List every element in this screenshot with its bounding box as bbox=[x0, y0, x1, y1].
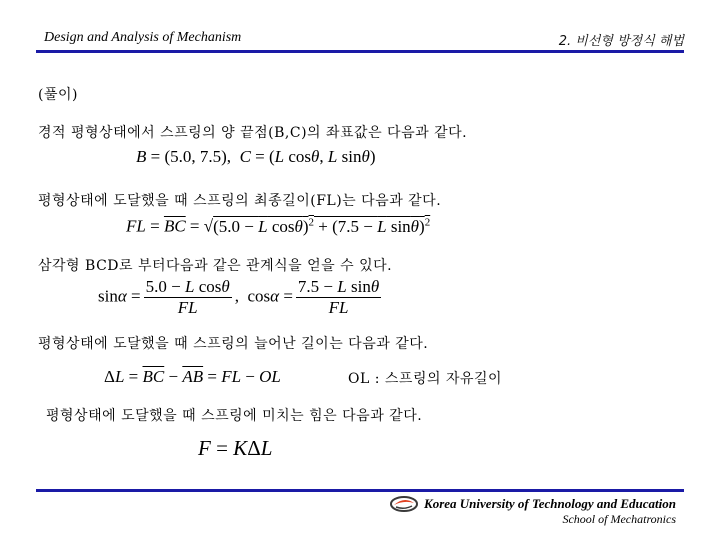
equation-coordinates: B = (5.0, 7.5), C = (L cosθ, L sinθ) bbox=[136, 147, 376, 166]
footer-divider bbox=[36, 489, 684, 492]
course-title: Design and Analysis of Mechanism bbox=[44, 30, 242, 45]
solution-label: (풀이) bbox=[38, 87, 78, 103]
university-name: Korea University of Technology and Education bbox=[424, 496, 676, 511]
free-length-note: OL : 스프링의 자유길이 bbox=[348, 371, 503, 387]
paragraph-triangle: 삼각형 BCD로 부터다음과 같은 관계식을 얻을 수 있다. bbox=[38, 258, 393, 274]
paragraph-final-length: 평형상태에 도달했을 때 스프링의 최종길이(FL)는 다음과 같다. bbox=[38, 193, 442, 209]
paragraph-force: 평형상태에 도달했을 때 스프링에 미치는 힘은 다음과 같다. bbox=[46, 408, 423, 424]
equation-final-length: FL = $\overline{BC} = √(5.0 - L$ cosθ)$^2$ + (7.5 − L sinθ)$^2$ bbox=[126, 216, 431, 236]
equation-force: F = KΔL bbox=[198, 436, 273, 460]
equation-elongation: $\Delta L = \overline{BC} - \overline{AB}$ = FL − OL bbox=[104, 367, 281, 386]
equation-angle-relations: sinα = $\frac{\text{5.0 − L cosθ}}{FL}$ , cosα = $\frac{\text{7.5 − L sinθ}}{FL}$ bbox=[98, 277, 380, 317]
header-divider bbox=[36, 50, 684, 53]
university-logo-icon bbox=[390, 496, 418, 512]
paragraph-coordinates: 경적 평형상태에서 스프링의 양 끝점(B,C)의 좌표값은 다음과 같다. bbox=[38, 125, 468, 141]
school-name: School of Mechatronics bbox=[562, 512, 676, 526]
section-title: 2. 비선형 방정식 해법 bbox=[558, 34, 684, 49]
paragraph-elongation: 평형상태에 도달했을 때 스프링의 늘어난 길이는 다음과 같다. bbox=[38, 336, 429, 352]
